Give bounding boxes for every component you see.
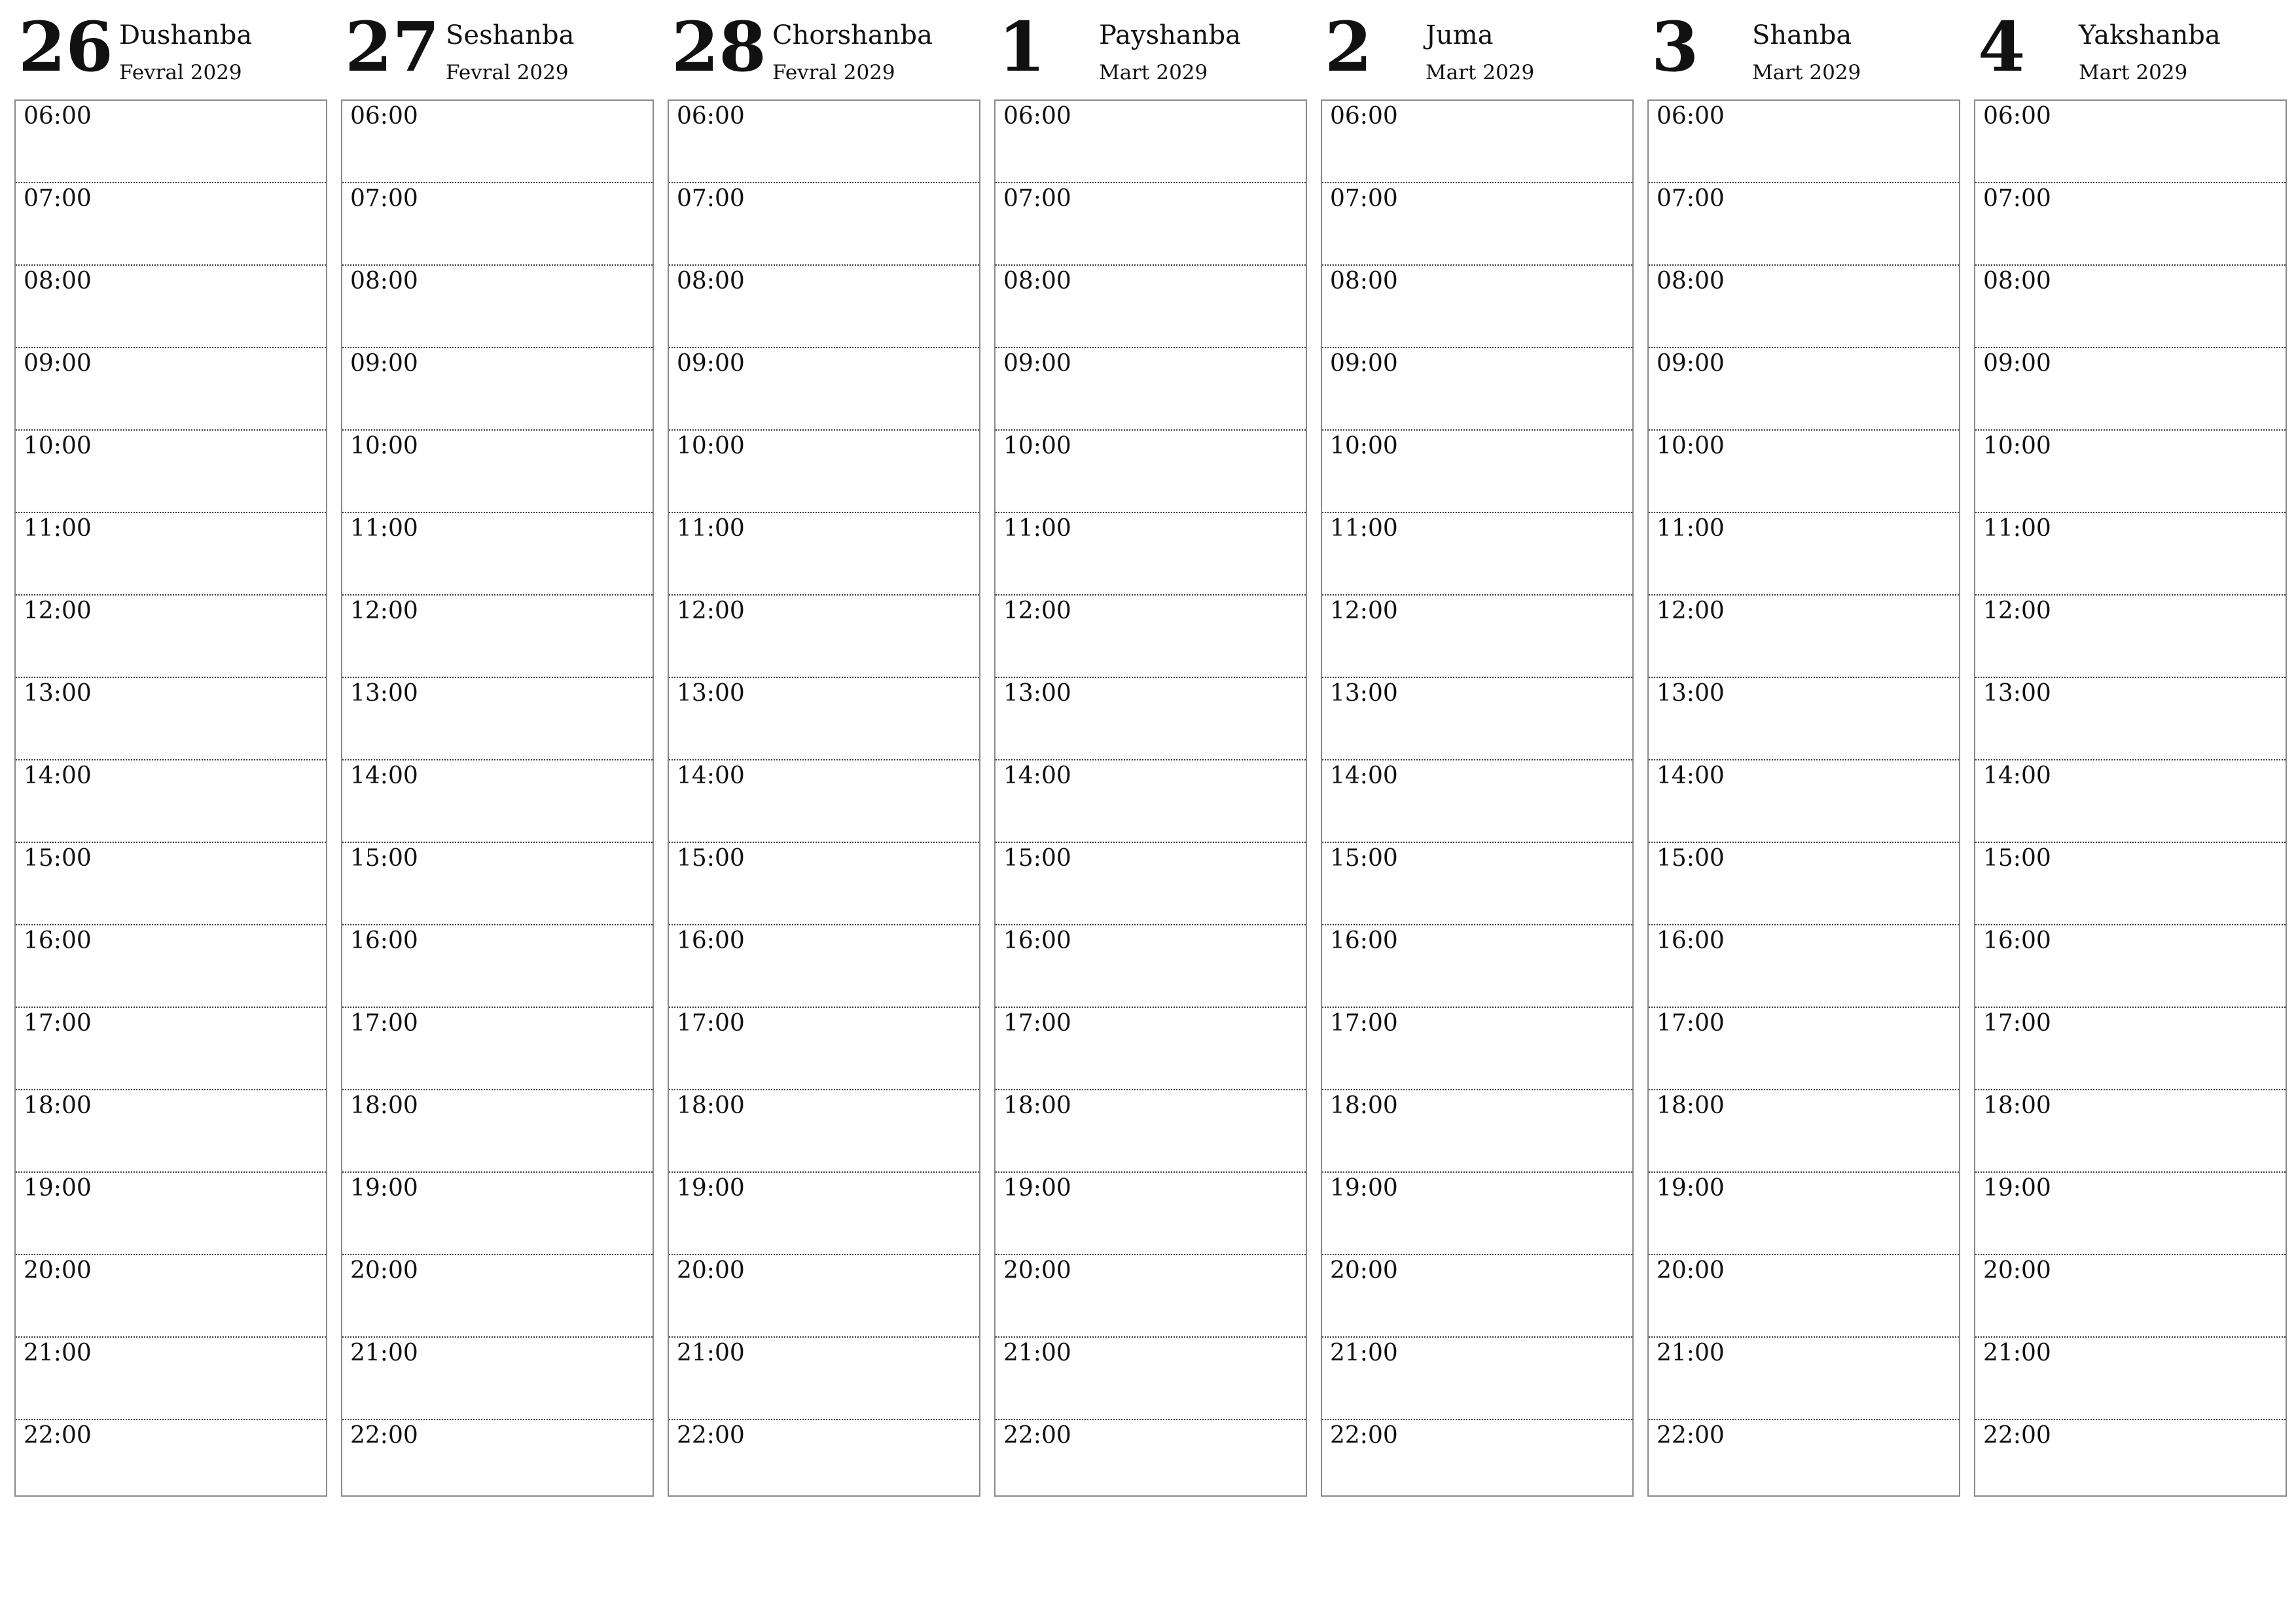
hour-slot	[1975, 1255, 2286, 1338]
month-year: Fevral 2029	[119, 61, 242, 84]
hour-slot	[1649, 1090, 1959, 1173]
hour-label: 13:00	[24, 680, 92, 707]
hour-label: 19:00	[1330, 1175, 1398, 1202]
hour-slot	[996, 760, 1306, 843]
hour-slot	[16, 513, 326, 596]
hour-slot	[342, 431, 653, 513]
hour-label: 06:00	[1983, 103, 2051, 130]
hour-slot	[669, 843, 979, 925]
weekday-name: Chorshanba	[772, 20, 933, 50]
hour-label: 19:00	[1983, 1175, 2051, 1202]
day-column	[994, 0, 1307, 1449]
hour-slot	[669, 1255, 979, 1338]
hour-label: 08:00	[1657, 268, 1725, 294]
hour-label: 07:00	[1330, 185, 1398, 212]
month-year: Mart 2029	[1426, 61, 1535, 84]
hour-label: 19:00	[1657, 1175, 1725, 1202]
hour-label: 16:00	[350, 927, 418, 954]
hour-label: 21:00	[1003, 1340, 1071, 1366]
hour-slot	[996, 348, 1306, 431]
hour-slot	[1649, 101, 1959, 183]
hour-label: 12:00	[1003, 597, 1071, 624]
hour-slot	[1649, 348, 1959, 431]
weekday-name: Payshanba	[1099, 20, 1241, 50]
hour-label: 07:00	[1983, 185, 2051, 212]
hour-slot	[16, 1420, 326, 1517]
day-number: 26	[18, 7, 113, 87]
hour-slot	[1649, 678, 1959, 760]
hour-grid	[1974, 99, 2287, 1497]
hour-slot	[1975, 843, 2286, 925]
hour-slot	[669, 1173, 979, 1255]
hour-label: 14:00	[1330, 762, 1398, 789]
hour-label: 09:00	[1983, 350, 2051, 377]
hour-slot	[996, 431, 1306, 513]
hour-label: 22:00	[24, 1422, 92, 1449]
hour-label: 15:00	[24, 845, 92, 872]
hour-label: 11:00	[1983, 515, 2051, 542]
month-year: Mart 2029	[1752, 61, 1861, 84]
hour-slot	[342, 266, 653, 348]
hour-label: 08:00	[1003, 268, 1071, 294]
hour-slot	[1322, 348, 1632, 431]
hour-slot	[996, 843, 1306, 925]
hour-slot	[16, 1090, 326, 1173]
day-number: 27	[345, 7, 440, 87]
hour-slot	[1975, 1420, 2286, 1517]
hour-label: 20:00	[24, 1257, 92, 1284]
day-number: 4	[1978, 7, 2026, 87]
hour-label: 20:00	[350, 1257, 418, 1284]
hour-slot	[669, 678, 979, 760]
hour-grid	[14, 99, 327, 1497]
hour-slot	[342, 925, 653, 1008]
hour-slot	[1975, 678, 2286, 760]
hour-label: 22:00	[1003, 1422, 1071, 1449]
weekday-name: Yakshanba	[2079, 20, 2221, 50]
hour-label: 12:00	[677, 597, 745, 624]
hour-slot	[16, 1255, 326, 1338]
month-year: Mart 2029	[1099, 61, 1208, 84]
hour-slot	[16, 266, 326, 348]
hour-slot	[669, 596, 979, 678]
hour-slot	[1322, 596, 1632, 678]
hour-label: 16:00	[677, 927, 745, 954]
hour-label: 10:00	[24, 433, 92, 459]
hour-label: 12:00	[1330, 597, 1398, 624]
hour-label: 10:00	[1330, 433, 1398, 459]
hour-slot	[342, 348, 653, 431]
hour-label: 11:00	[1657, 515, 1725, 542]
hour-slot	[1649, 1173, 1959, 1255]
hour-label: 07:00	[677, 185, 745, 212]
hour-label: 09:00	[350, 350, 418, 377]
hour-label: 22:00	[1983, 1422, 2051, 1449]
hour-grid	[1321, 99, 1634, 1497]
hour-slot	[16, 183, 326, 266]
hour-slot	[342, 760, 653, 843]
day-header	[1321, 0, 1634, 99]
hour-label: 17:00	[1330, 1010, 1398, 1037]
hour-slot	[16, 348, 326, 431]
hour-label: 14:00	[1003, 762, 1071, 789]
hour-slot	[1649, 513, 1959, 596]
hour-slot	[1322, 266, 1632, 348]
hour-label: 21:00	[1657, 1340, 1725, 1366]
hour-label: 08:00	[24, 268, 92, 294]
hour-slot	[342, 678, 653, 760]
hour-label: 19:00	[24, 1175, 92, 1202]
hour-slot	[669, 925, 979, 1008]
hour-slot	[342, 1090, 653, 1173]
hour-slot	[1975, 1338, 2286, 1420]
hour-label: 12:00	[1983, 597, 2051, 624]
hour-label: 08:00	[1983, 268, 2051, 294]
day-number: 28	[672, 7, 766, 87]
hour-label: 14:00	[1983, 762, 2051, 789]
month-year: Fevral 2029	[446, 61, 569, 84]
hour-slot	[1975, 925, 2286, 1008]
hour-slot	[16, 431, 326, 513]
hour-slot	[1322, 1338, 1632, 1420]
hour-label: 09:00	[24, 350, 92, 377]
hour-slot	[669, 431, 979, 513]
hour-label: 08:00	[1330, 268, 1398, 294]
hour-label: 16:00	[24, 927, 92, 954]
hour-slot	[1649, 843, 1959, 925]
hour-slot	[1649, 1338, 1959, 1420]
hour-slot	[16, 1008, 326, 1090]
hour-label: 21:00	[350, 1340, 418, 1366]
day-header	[1647, 0, 1960, 99]
hour-slot	[16, 596, 326, 678]
hour-slot	[669, 183, 979, 266]
hour-slot	[342, 513, 653, 596]
hour-label: 17:00	[1657, 1010, 1725, 1037]
hour-slot	[996, 1255, 1306, 1338]
hour-label: 22:00	[677, 1422, 745, 1449]
weekday-name: Seshanba	[446, 20, 575, 50]
hour-slot	[996, 183, 1306, 266]
hour-label: 14:00	[1657, 762, 1725, 789]
hour-label: 22:00	[1657, 1422, 1725, 1449]
hour-label: 11:00	[1003, 515, 1071, 542]
day-column	[1321, 0, 1634, 1449]
hour-label: 10:00	[677, 433, 745, 459]
hour-label: 16:00	[1003, 927, 1071, 954]
hour-slot	[1975, 513, 2286, 596]
hour-slot	[996, 1008, 1306, 1090]
hour-slot	[996, 1090, 1306, 1173]
hour-slot	[1975, 101, 2286, 183]
hour-slot	[1322, 183, 1632, 266]
hour-slot	[669, 1008, 979, 1090]
month-year: Fevral 2029	[772, 61, 895, 84]
hour-label: 06:00	[1330, 103, 1398, 130]
hour-label: 09:00	[677, 350, 745, 377]
hour-slot	[1322, 1420, 1632, 1517]
hour-label: 06:00	[1003, 103, 1071, 130]
hour-slot	[1322, 925, 1632, 1008]
hour-slot	[996, 925, 1306, 1008]
day-number: 3	[1651, 7, 1699, 87]
hour-label: 13:00	[350, 680, 418, 707]
hour-label: 21:00	[24, 1340, 92, 1366]
hour-slot	[669, 1090, 979, 1173]
hour-label: 09:00	[1657, 350, 1725, 377]
day-header	[994, 0, 1307, 99]
hour-slot	[1322, 513, 1632, 596]
hour-slot	[669, 348, 979, 431]
hour-label: 17:00	[1983, 1010, 2051, 1037]
hour-slot	[1975, 183, 2286, 266]
hour-label: 11:00	[677, 515, 745, 542]
hour-slot	[342, 1420, 653, 1517]
hour-label: 15:00	[1330, 845, 1398, 872]
hour-label: 13:00	[677, 680, 745, 707]
hour-label: 18:00	[1657, 1092, 1725, 1119]
hour-slot	[1975, 431, 2286, 513]
hour-slot	[996, 266, 1306, 348]
hour-label: 15:00	[677, 845, 745, 872]
hour-label: 10:00	[350, 433, 418, 459]
hour-label: 18:00	[1003, 1092, 1071, 1119]
hour-label: 17:00	[24, 1010, 92, 1037]
hour-slot	[1649, 266, 1959, 348]
hour-label: 16:00	[1657, 927, 1725, 954]
hour-label: 11:00	[350, 515, 418, 542]
hour-slot	[1975, 760, 2286, 843]
day-column	[341, 0, 654, 1449]
hour-label: 19:00	[677, 1175, 745, 1202]
hour-label: 06:00	[1657, 103, 1725, 130]
hour-grid	[341, 99, 654, 1497]
hour-label: 16:00	[1983, 927, 2051, 954]
hour-slot	[996, 101, 1306, 183]
hour-slot	[1322, 431, 1632, 513]
hour-label: 20:00	[677, 1257, 745, 1284]
hour-label: 18:00	[1983, 1092, 2051, 1119]
hour-label: 10:00	[1983, 433, 2051, 459]
hour-slot	[1322, 101, 1632, 183]
hour-slot	[1322, 760, 1632, 843]
hour-label: 07:00	[24, 185, 92, 212]
hour-slot	[342, 101, 653, 183]
hour-label: 22:00	[350, 1422, 418, 1449]
hour-slot	[1975, 596, 2286, 678]
hour-label: 18:00	[350, 1092, 418, 1119]
hour-slot	[1322, 678, 1632, 760]
hour-label: 08:00	[677, 268, 745, 294]
hour-slot	[342, 1255, 653, 1338]
hour-grid	[994, 99, 1307, 1497]
hour-slot	[1649, 431, 1959, 513]
hour-slot	[669, 266, 979, 348]
hour-label: 11:00	[1330, 515, 1398, 542]
day-header	[341, 0, 654, 99]
hour-slot	[342, 1008, 653, 1090]
hour-grid	[1647, 99, 1960, 1497]
hour-label: 13:00	[1003, 680, 1071, 707]
month-year: Mart 2029	[2079, 61, 2188, 84]
hour-label: 13:00	[1657, 680, 1725, 707]
hour-slot	[16, 1173, 326, 1255]
hour-label: 14:00	[677, 762, 745, 789]
hour-grid	[668, 99, 980, 1497]
hour-label: 18:00	[1330, 1092, 1398, 1119]
hour-slot	[1322, 1173, 1632, 1255]
hour-label: 15:00	[350, 845, 418, 872]
hour-label: 06:00	[24, 103, 92, 130]
hour-slot	[1322, 1255, 1632, 1338]
weekday-name: Shanba	[1752, 20, 1852, 50]
hour-label: 08:00	[350, 268, 418, 294]
hour-label: 13:00	[1983, 680, 2051, 707]
hour-label: 18:00	[677, 1092, 745, 1119]
hour-slot	[669, 1338, 979, 1420]
hour-label: 19:00	[350, 1175, 418, 1202]
hour-label: 21:00	[1983, 1340, 2051, 1366]
hour-slot	[1322, 1090, 1632, 1173]
hour-slot	[1322, 1008, 1632, 1090]
hour-label: 13:00	[1330, 680, 1398, 707]
hour-slot	[1322, 843, 1632, 925]
hour-slot	[16, 843, 326, 925]
hour-label: 20:00	[1657, 1257, 1725, 1284]
hour-label: 20:00	[1330, 1257, 1398, 1284]
hour-slot	[1649, 925, 1959, 1008]
hour-label: 15:00	[1003, 845, 1071, 872]
day-header	[14, 0, 327, 99]
day-column	[1647, 0, 1960, 1449]
hour-slot	[342, 596, 653, 678]
hour-slot	[1975, 1173, 2286, 1255]
hour-label: 10:00	[1657, 433, 1725, 459]
hour-label: 20:00	[1003, 1257, 1071, 1284]
hour-slot	[342, 183, 653, 266]
hour-label: 11:00	[24, 515, 92, 542]
hour-slot	[669, 1420, 979, 1517]
hour-label: 09:00	[1330, 350, 1398, 377]
hour-label: 15:00	[1983, 845, 2051, 872]
hour-label: 12:00	[24, 597, 92, 624]
hour-slot	[16, 925, 326, 1008]
hour-label: 14:00	[24, 762, 92, 789]
hour-slot	[1649, 760, 1959, 843]
hour-label: 20:00	[1983, 1257, 2051, 1284]
hour-slot	[1975, 1008, 2286, 1090]
hour-slot	[16, 1338, 326, 1420]
hour-slot	[669, 760, 979, 843]
hour-slot	[669, 101, 979, 183]
hour-slot	[1975, 266, 2286, 348]
weekday-name: Dushanba	[119, 20, 253, 50]
hour-slot	[996, 1420, 1306, 1517]
hour-label: 16:00	[1330, 927, 1398, 954]
hour-slot	[1975, 1090, 2286, 1173]
hour-label: 07:00	[1657, 185, 1725, 212]
hour-slot	[342, 1173, 653, 1255]
day-column	[14, 0, 327, 1449]
hour-label: 21:00	[677, 1340, 745, 1366]
hour-slot	[996, 513, 1306, 596]
hour-label: 17:00	[677, 1010, 745, 1037]
hour-label: 09:00	[1003, 350, 1071, 377]
day-number: 1	[998, 7, 1046, 87]
hour-slot	[16, 101, 326, 183]
hour-label: 17:00	[1003, 1010, 1071, 1037]
hour-label: 19:00	[1003, 1175, 1071, 1202]
hour-label: 07:00	[1003, 185, 1071, 212]
day-number: 2	[1325, 7, 1372, 87]
day-header	[668, 0, 980, 99]
hour-slot	[16, 760, 326, 843]
hour-slot	[996, 1338, 1306, 1420]
hour-label: 14:00	[350, 762, 418, 789]
hour-label: 17:00	[350, 1010, 418, 1037]
hour-slot	[16, 678, 326, 760]
weekday-name: Juma	[1426, 20, 1494, 50]
hour-slot	[1649, 1420, 1959, 1517]
hour-slot	[1649, 1255, 1959, 1338]
hour-label: 22:00	[1330, 1422, 1398, 1449]
hour-slot	[996, 1173, 1306, 1255]
hour-slot	[996, 678, 1306, 760]
hour-slot	[996, 596, 1306, 678]
hour-slot	[342, 843, 653, 925]
hour-slot	[342, 1338, 653, 1420]
hour-slot	[1649, 596, 1959, 678]
hour-label: 06:00	[350, 103, 418, 130]
hour-slot	[1649, 1008, 1959, 1090]
hour-slot	[669, 513, 979, 596]
day-column	[1974, 0, 2287, 1449]
hour-slot	[1649, 183, 1959, 266]
hour-label: 06:00	[677, 103, 745, 130]
day-column	[668, 0, 980, 1449]
hour-label: 12:00	[1657, 597, 1725, 624]
hour-label: 15:00	[1657, 845, 1725, 872]
hour-label: 21:00	[1330, 1340, 1398, 1366]
day-header	[1974, 0, 2287, 99]
hour-label: 10:00	[1003, 433, 1071, 459]
hour-slot	[1975, 348, 2286, 431]
hour-label: 18:00	[24, 1092, 92, 1119]
hour-label: 12:00	[350, 597, 418, 624]
hour-label: 07:00	[350, 185, 418, 212]
